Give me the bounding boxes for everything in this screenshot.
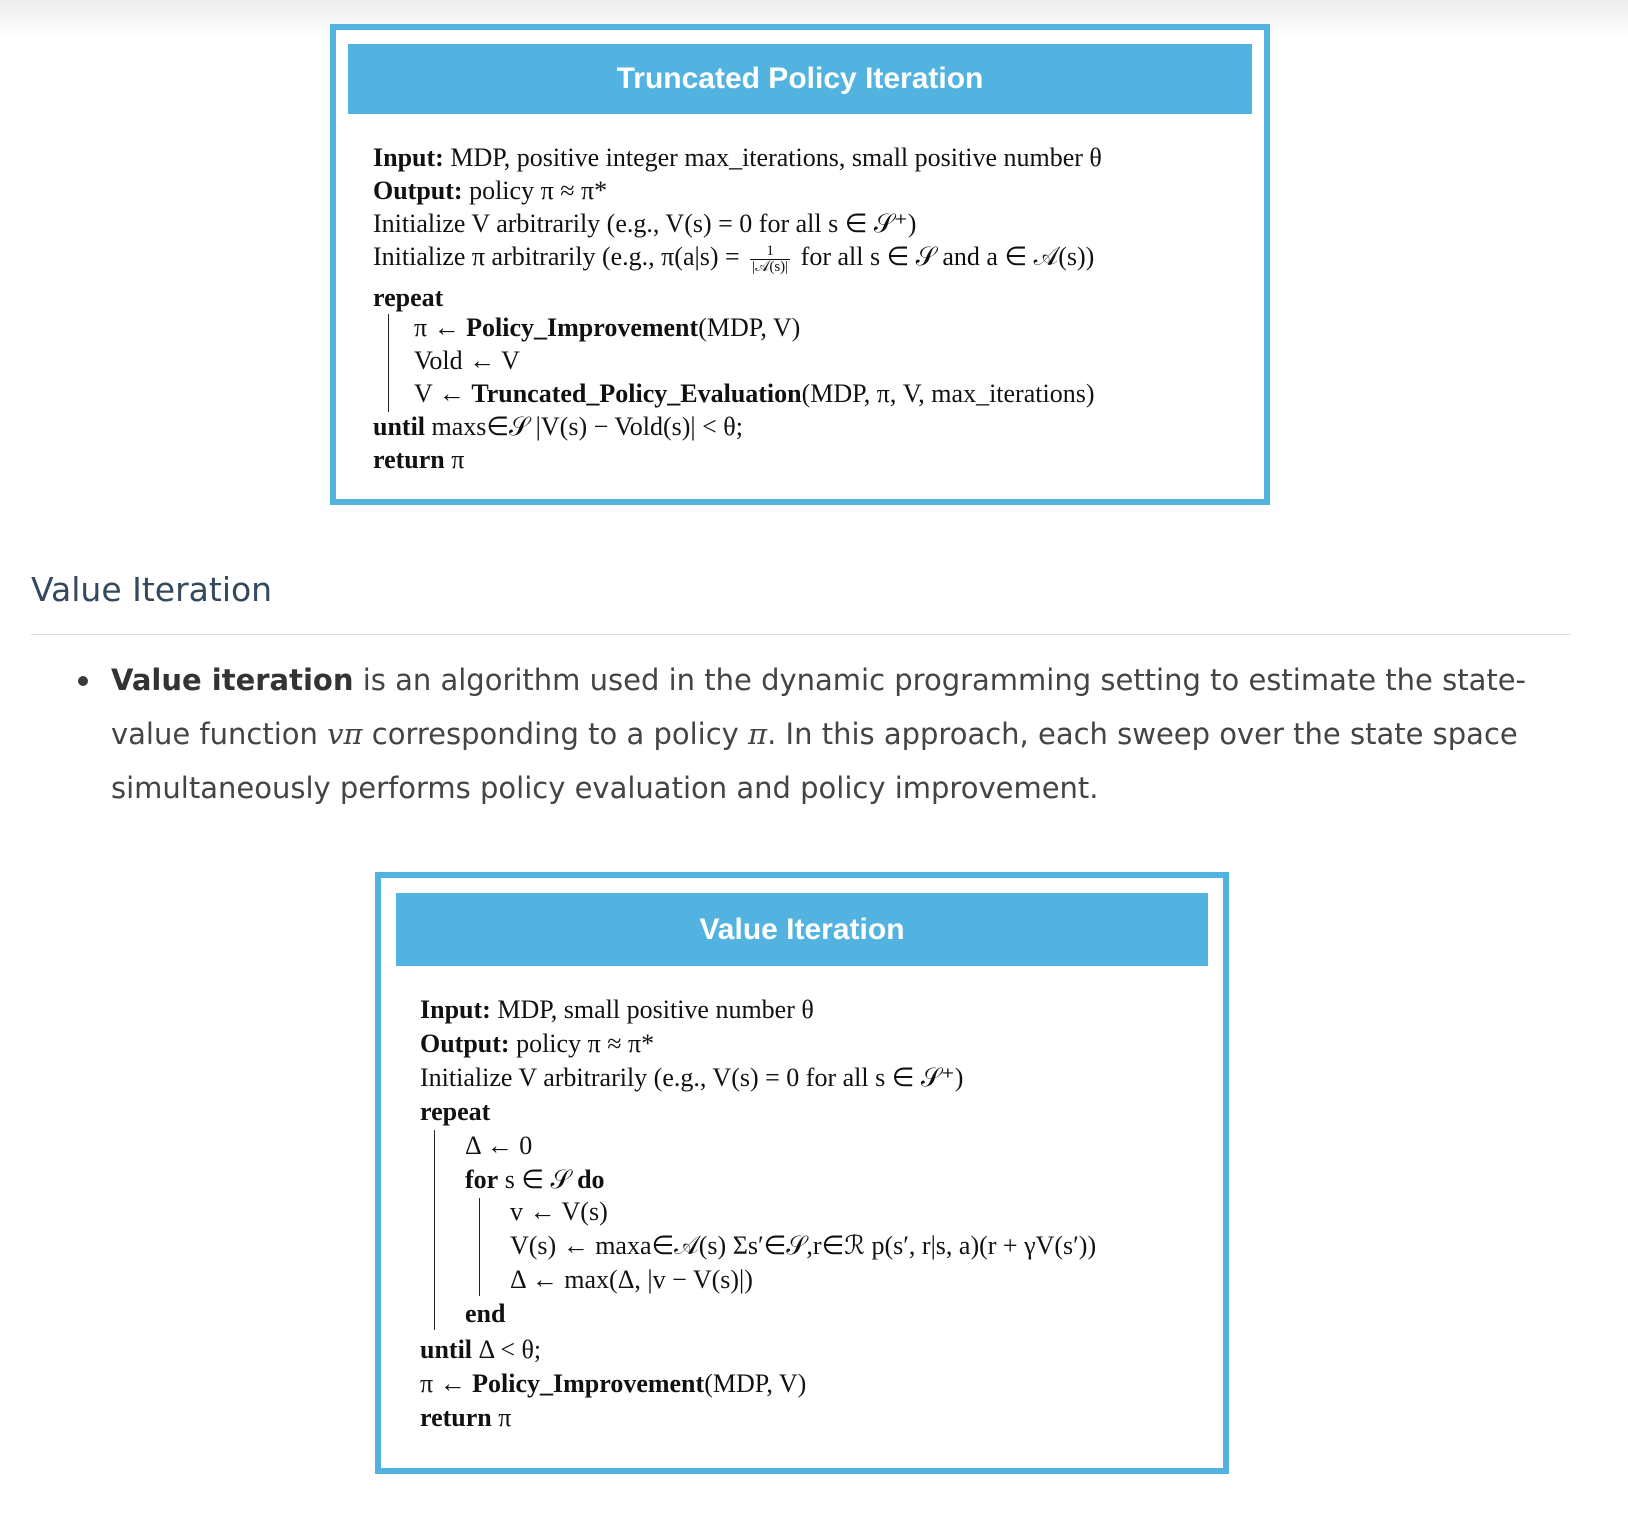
algo2-v-assign-line: v ← V(s) — [510, 1197, 608, 1226]
algo2-delta-init-line: Δ ← 0 — [465, 1131, 533, 1160]
algo2-policy-improvement-line: π ← Policy_Improvement(MDP, V) — [420, 1369, 807, 1398]
bullet-bold-term: Value iteration — [111, 663, 354, 697]
algo1-output-line: Output: policy π ≈ π* — [373, 176, 608, 205]
section-heading: Value Iteration — [31, 570, 273, 609]
algo2-for-bar — [479, 1198, 480, 1296]
algo2-repeat: repeat — [420, 1097, 491, 1126]
section-divider — [31, 634, 1571, 635]
algo2-delta-update-line: Δ ← max(Δ, |v − V(s)|) — [510, 1265, 753, 1294]
algo2-repeat-bar — [434, 1130, 435, 1330]
algo1-title: Truncated Policy Iteration — [348, 44, 1252, 114]
algo2-until-line: until Δ < θ; — [420, 1335, 542, 1364]
algo1-policy-improvement-line: π ← Policy_Improvement(MDP, V) — [414, 313, 801, 342]
bullet-text-1: is an algorithm used in the dynamic programming setting to estimate the state-value function — [111, 663, 1527, 751]
algo1-init-pi-line: Initialize π arbitrarily (e.g., π(a|s) = $\frac{1}{\text{|𝒜(s)|}}$ for all s ∈ 𝒮 and a ∈ 𝒜(s)) — [373, 242, 1095, 275]
bullet-math-1: vπ — [327, 717, 363, 751]
algo2-title: Value Iteration — [396, 893, 1208, 966]
algo2-return-line: return π — [420, 1403, 512, 1432]
algo2-output-line: Output: policy π ≈ π* — [420, 1029, 655, 1058]
algo1-init-v-line: Initialize V arbitrarily (e.g., V(s) = 0 for all s ∈ 𝒮⁺) — [373, 209, 917, 238]
bullet-paragraph — [111, 653, 1561, 815]
algo2-input-line: Input: MDP, small positive number θ — [420, 995, 814, 1024]
bullet-text-2: corresponding to a policy — [362, 717, 749, 751]
algo1-vold-line: Vold ← V — [414, 346, 520, 375]
algo2-bellman-update-line: V(s) ← maxa∈𝒜(s) Σs′∈𝒮,r∈ℛ p(s′, r|s, a)(r + γV(s′)) — [510, 1231, 1097, 1260]
algo1-return-line: return π — [373, 445, 465, 474]
fraction: $\frac{1}{\text{|𝒜(s)|}}$ — [752, 242, 789, 275]
algo1-until-line: until maxs∈𝒮 |V(s) − Vold(s)| < θ; — [373, 412, 743, 441]
algo2-end: end — [465, 1299, 506, 1328]
algo1-truncated-eval-line: V ← Truncated_Policy_Evaluation(MDP, π, V, max_iterations) — [414, 379, 1095, 408]
algo1-input-line: Input: MDP, positive integer max_iterations, small positive number θ — [373, 143, 1102, 172]
bullet-math-2: π — [748, 717, 768, 751]
algo2-for-line: for s ∈ 𝒮 do — [465, 1165, 605, 1194]
algo1-repeat: repeat — [373, 283, 444, 312]
bullet-text-3: . In this approach, each sweep over the state space simultaneously performs policy evaluation and policy improvement. — [111, 717, 1518, 805]
algo2-init-v-line: Initialize V arbitrarily (e.g., V(s) = 0 for all s ∈ 𝒮⁺) — [420, 1063, 964, 1092]
bullet-icon — [78, 676, 88, 686]
algo1-loop-bar — [388, 314, 389, 412]
